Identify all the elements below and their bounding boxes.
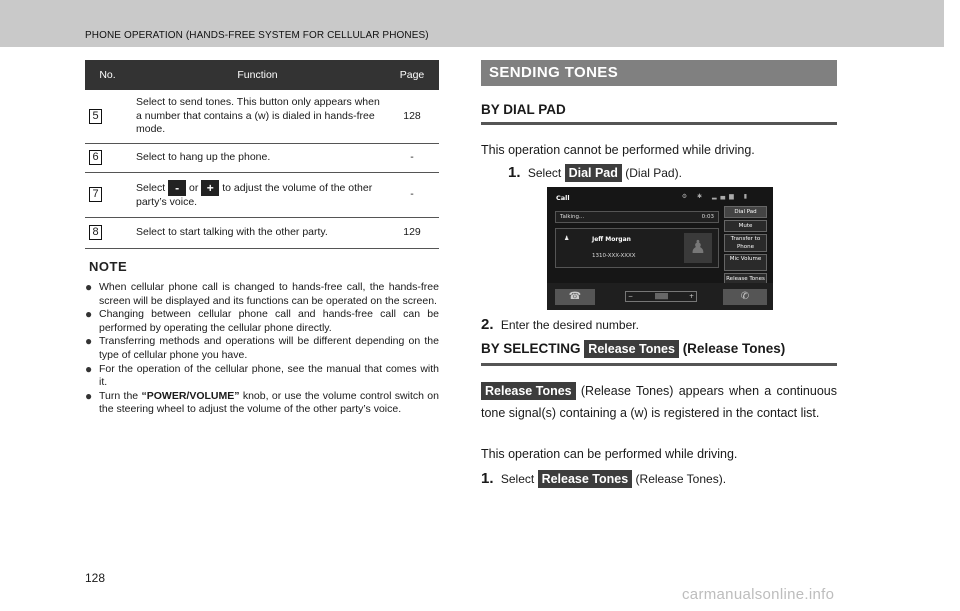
contact-name: Jeff Morgan: [592, 236, 631, 243]
step-post: (Release Tones).: [635, 472, 727, 486]
volume-plus-button[interactable]: +: [688, 293, 694, 300]
row-number: 5: [89, 109, 102, 124]
status-icons: ⚙ ✱ ▂▄▆ ▮: [681, 193, 751, 200]
table-row: [85, 143, 439, 172]
start-talking-button[interactable]: [723, 289, 767, 305]
call-status-bar: [555, 211, 719, 223]
row-function: Select to hang up the phone.: [130, 143, 385, 172]
watermark: carmanualsonline.info: [682, 586, 835, 603]
avatar-icon: ♟: [684, 233, 712, 263]
phone-icon: ✆: [740, 291, 750, 302]
hang-up-button[interactable]: [555, 289, 595, 305]
row-function-or: or: [189, 181, 199, 194]
call-screen-image: [547, 187, 773, 310]
page-header: [0, 0, 944, 47]
table-row: [85, 217, 439, 248]
release-tones-tag: Release Tones: [538, 470, 633, 488]
volume-bars: |||||||||||||: [654, 293, 668, 300]
release-tones-tag: Release Tones: [584, 340, 679, 358]
hang-up-icon: ☎: [568, 291, 582, 302]
step-number: 2.: [481, 316, 494, 333]
minus-icon: -: [168, 180, 186, 196]
release-tones-text: (Release Tones) appears when a continuous tone signal(s) containing a (w) is registered in the contact list.: [481, 384, 837, 420]
step-pre: Select: [527, 166, 562, 180]
header-title: PHONE OPERATION (HANDS-FREE SYSTEM FOR CELLULAR PHONES): [85, 30, 429, 41]
col-header-page: Page: [385, 60, 439, 90]
volume-minus-button[interactable]: −: [628, 293, 634, 300]
note-item: [85, 390, 439, 417]
row-function: Select to send tones. This button only appears when a number that contains a (w) is dialed in hands-free mode.: [130, 90, 385, 143]
contact-card: [555, 228, 719, 268]
table-row: [85, 172, 439, 217]
note-item: ● Transferring methods and operations will be different depending on the type of cellular phone you have.: [85, 335, 439, 362]
contact-number: 1310-XXX-XXXX: [592, 253, 636, 259]
function-table: [85, 60, 439, 249]
row-number: 6: [89, 150, 102, 165]
release-tones-driving-note: This operation can be performed while driving.: [481, 447, 738, 461]
step-1-release-tones: [481, 470, 726, 488]
side-button-release-tones[interactable]: Release Tones: [724, 273, 767, 286]
call-status: Talking...: [560, 214, 585, 220]
table-header-row: [85, 60, 439, 90]
row-page: 128: [385, 90, 439, 143]
step-number: 1.: [481, 470, 494, 487]
person-icon: ♟: [564, 235, 570, 242]
row-function-post: to adjust the volume of the other party’s voice.: [136, 181, 373, 209]
row-page: -: [385, 143, 439, 172]
col-header-function: Function: [130, 60, 385, 90]
step-1-dial-pad: [508, 164, 682, 182]
dial-pad-intro: This operation cannot be performed while driving.: [481, 143, 755, 157]
note-item: ● For the operation of the cellular phone, see the manual that comes with it.: [85, 363, 439, 390]
call-timer: 0:03: [701, 214, 714, 220]
note-last-pre: Turn the: [99, 389, 139, 402]
side-button-transfer[interactable]: Transfer to Phone: [724, 234, 767, 252]
release-tones-description: [481, 380, 837, 424]
step-post: (Dial Pad).: [625, 166, 682, 180]
note-title: NOTE: [89, 259, 128, 274]
row-page: 129: [385, 217, 439, 248]
step-text: Enter the desired number.: [500, 318, 639, 332]
subheading-post: (Release Tones): [682, 341, 786, 356]
step-number: 1.: [508, 164, 521, 181]
note-last-bold: “POWER/VOLUME”: [141, 389, 240, 402]
subheading-pre: BY SELECTING: [481, 341, 581, 356]
table-row: [85, 90, 439, 143]
row-function: [130, 172, 385, 217]
side-button-mute[interactable]: Mute: [724, 220, 767, 232]
note-list: [85, 281, 439, 417]
subheading-dial-pad: BY DIAL PAD: [481, 102, 837, 125]
subheading-release-tones: [481, 340, 837, 366]
note-item: ● Changing between cellular phone call and hands-free call can be performed by operating the cellular phone directly.: [85, 308, 439, 335]
col-header-no: No.: [85, 60, 130, 90]
page-number: 128: [85, 571, 106, 585]
note-item: ● When cellular phone call is changed to hands-free call, the hands-free screen will be displayed and its functions can be operated on the screen.: [85, 281, 439, 308]
release-tones-tag: Release Tones: [481, 382, 576, 400]
screen-title: Call: [556, 194, 570, 202]
step-pre: Select: [500, 472, 535, 486]
plus-icon: +: [201, 180, 219, 196]
note-last-post: knob, or use the volume control switch on the steering wheel to adjust the volume of the other party’s voice.: [99, 389, 439, 416]
dial-pad-tag: Dial Pad: [565, 164, 622, 182]
row-function: Select to start talking with the other party.: [130, 217, 385, 248]
section-title: SENDING TONES: [481, 60, 837, 86]
side-button-dial-pad[interactable]: Dial Pad: [724, 206, 767, 218]
row-page: -: [385, 172, 439, 217]
volume-control[interactable]: [625, 291, 697, 302]
row-function-pre: Select: [136, 181, 166, 194]
row-number: 7: [89, 187, 102, 202]
row-number: 8: [89, 225, 102, 240]
side-button-mic-volume[interactable]: Mic Volume: [724, 254, 767, 271]
step-2-dial-pad: [481, 316, 639, 333]
